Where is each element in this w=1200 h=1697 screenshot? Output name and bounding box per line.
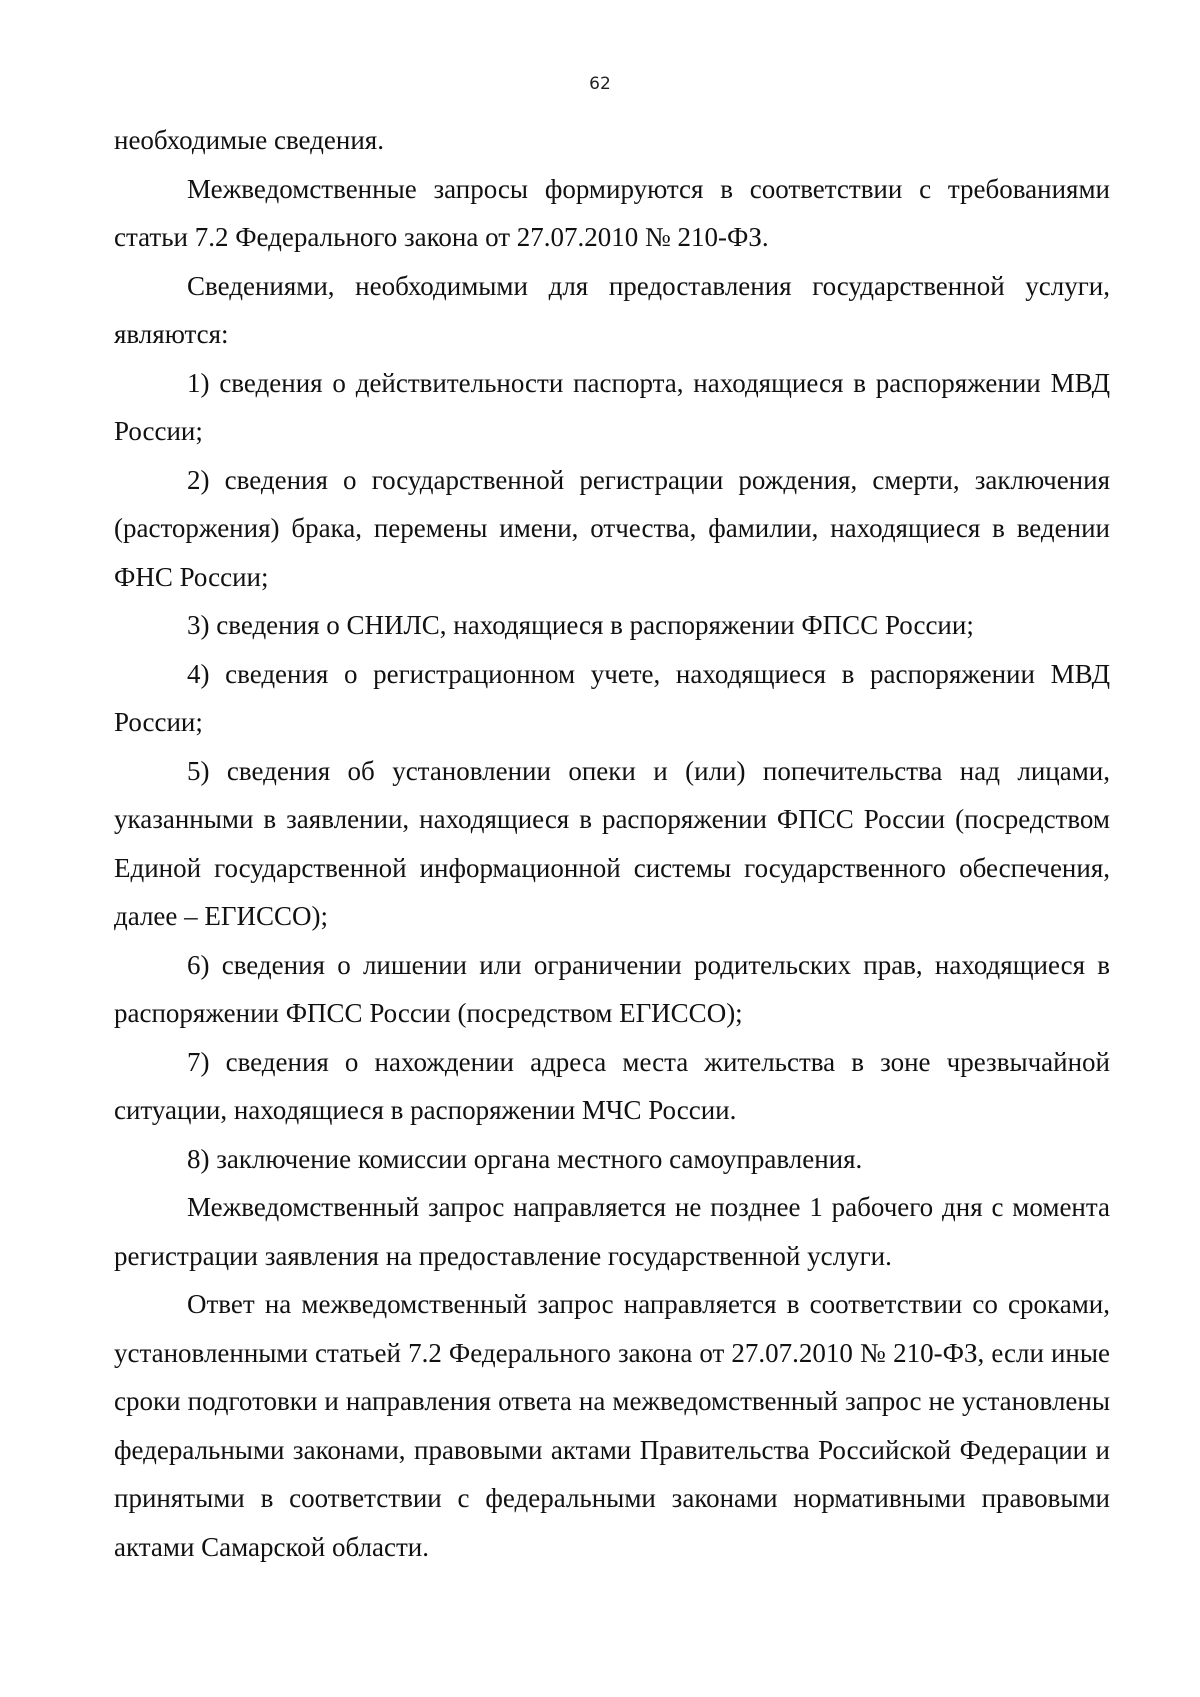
paragraph-request-deadline: Межведомственный запрос направляется не позднее 1 рабочего дня с момента регистрации заявления на предоставление государственной услуги. — [114, 1192, 1110, 1271]
list-item-1: 1) сведения о действительности паспорта, находящиеся в распоряжении МВД России; — [114, 367, 1110, 446]
list-item-8: 8) заключение комиссии органа местного самоуправления. — [187, 1143, 863, 1174]
paragraph-continuation: необходимые сведения. — [114, 125, 384, 155]
paragraph-interagency-requests: Межведомственные запросы формируются в соответствии с требованиями статьи 7.2 Федерального закона от 27.07.2010 № 210-ФЗ. — [114, 173, 1110, 252]
document-body — [114, 116, 1110, 1571]
page-number: 62 — [589, 74, 611, 94]
list-item-3: 3) сведения о СНИЛС, находящиеся в распоряжении ФПСС России; — [187, 610, 974, 640]
list-item-2: 2) сведения о государственной регистрации рождения, смерти, заключения (расторжения) брака, перемены имени, отчества, фамилии, находящиеся в ведении ФНС России; — [114, 464, 1110, 592]
paragraph-required-information: Сведениями, необходимыми для предоставления государственной услуги, являются: — [114, 270, 1110, 349]
list-item-4: 4) сведения о регистрационном учете, находящиеся в распоряжении МВД России; — [114, 658, 1110, 737]
list-item-6: 6) сведения о лишении или ограничении родительских прав, находящиеся в распоряжении ФПСС России (посредством ЕГИССО); — [114, 949, 1110, 1028]
list-item-7: 7) сведения о нахождении адреса места жительства в зоне чрезвычайной ситуации, находящиеся в распоряжении МЧС России. — [114, 1046, 1110, 1125]
list-item-5: 5) сведения об установлении опеки и (или) попечительства над лицами, указанными в заявлении, находящиеся в распоряжении ФПСС России (посредством Единой государственной информационной системы государственного обеспечения, далее – ЕГИССО); — [114, 755, 1110, 931]
paragraph-response-deadline: Ответ на межведомственный запрос направляется в соответствии со сроками, установленными статьей 7.2 Федерального закона от 27.07.2010 № 210-ФЗ, если иные сроки подготовки и направления ответа на межведомственный запрос не установлены федеральными законами, правовыми актами Правительства Российской Федерации и принятыми в соответствии с федеральными законами нормативными правовыми актами Самарской области. — [114, 1289, 1110, 1562]
